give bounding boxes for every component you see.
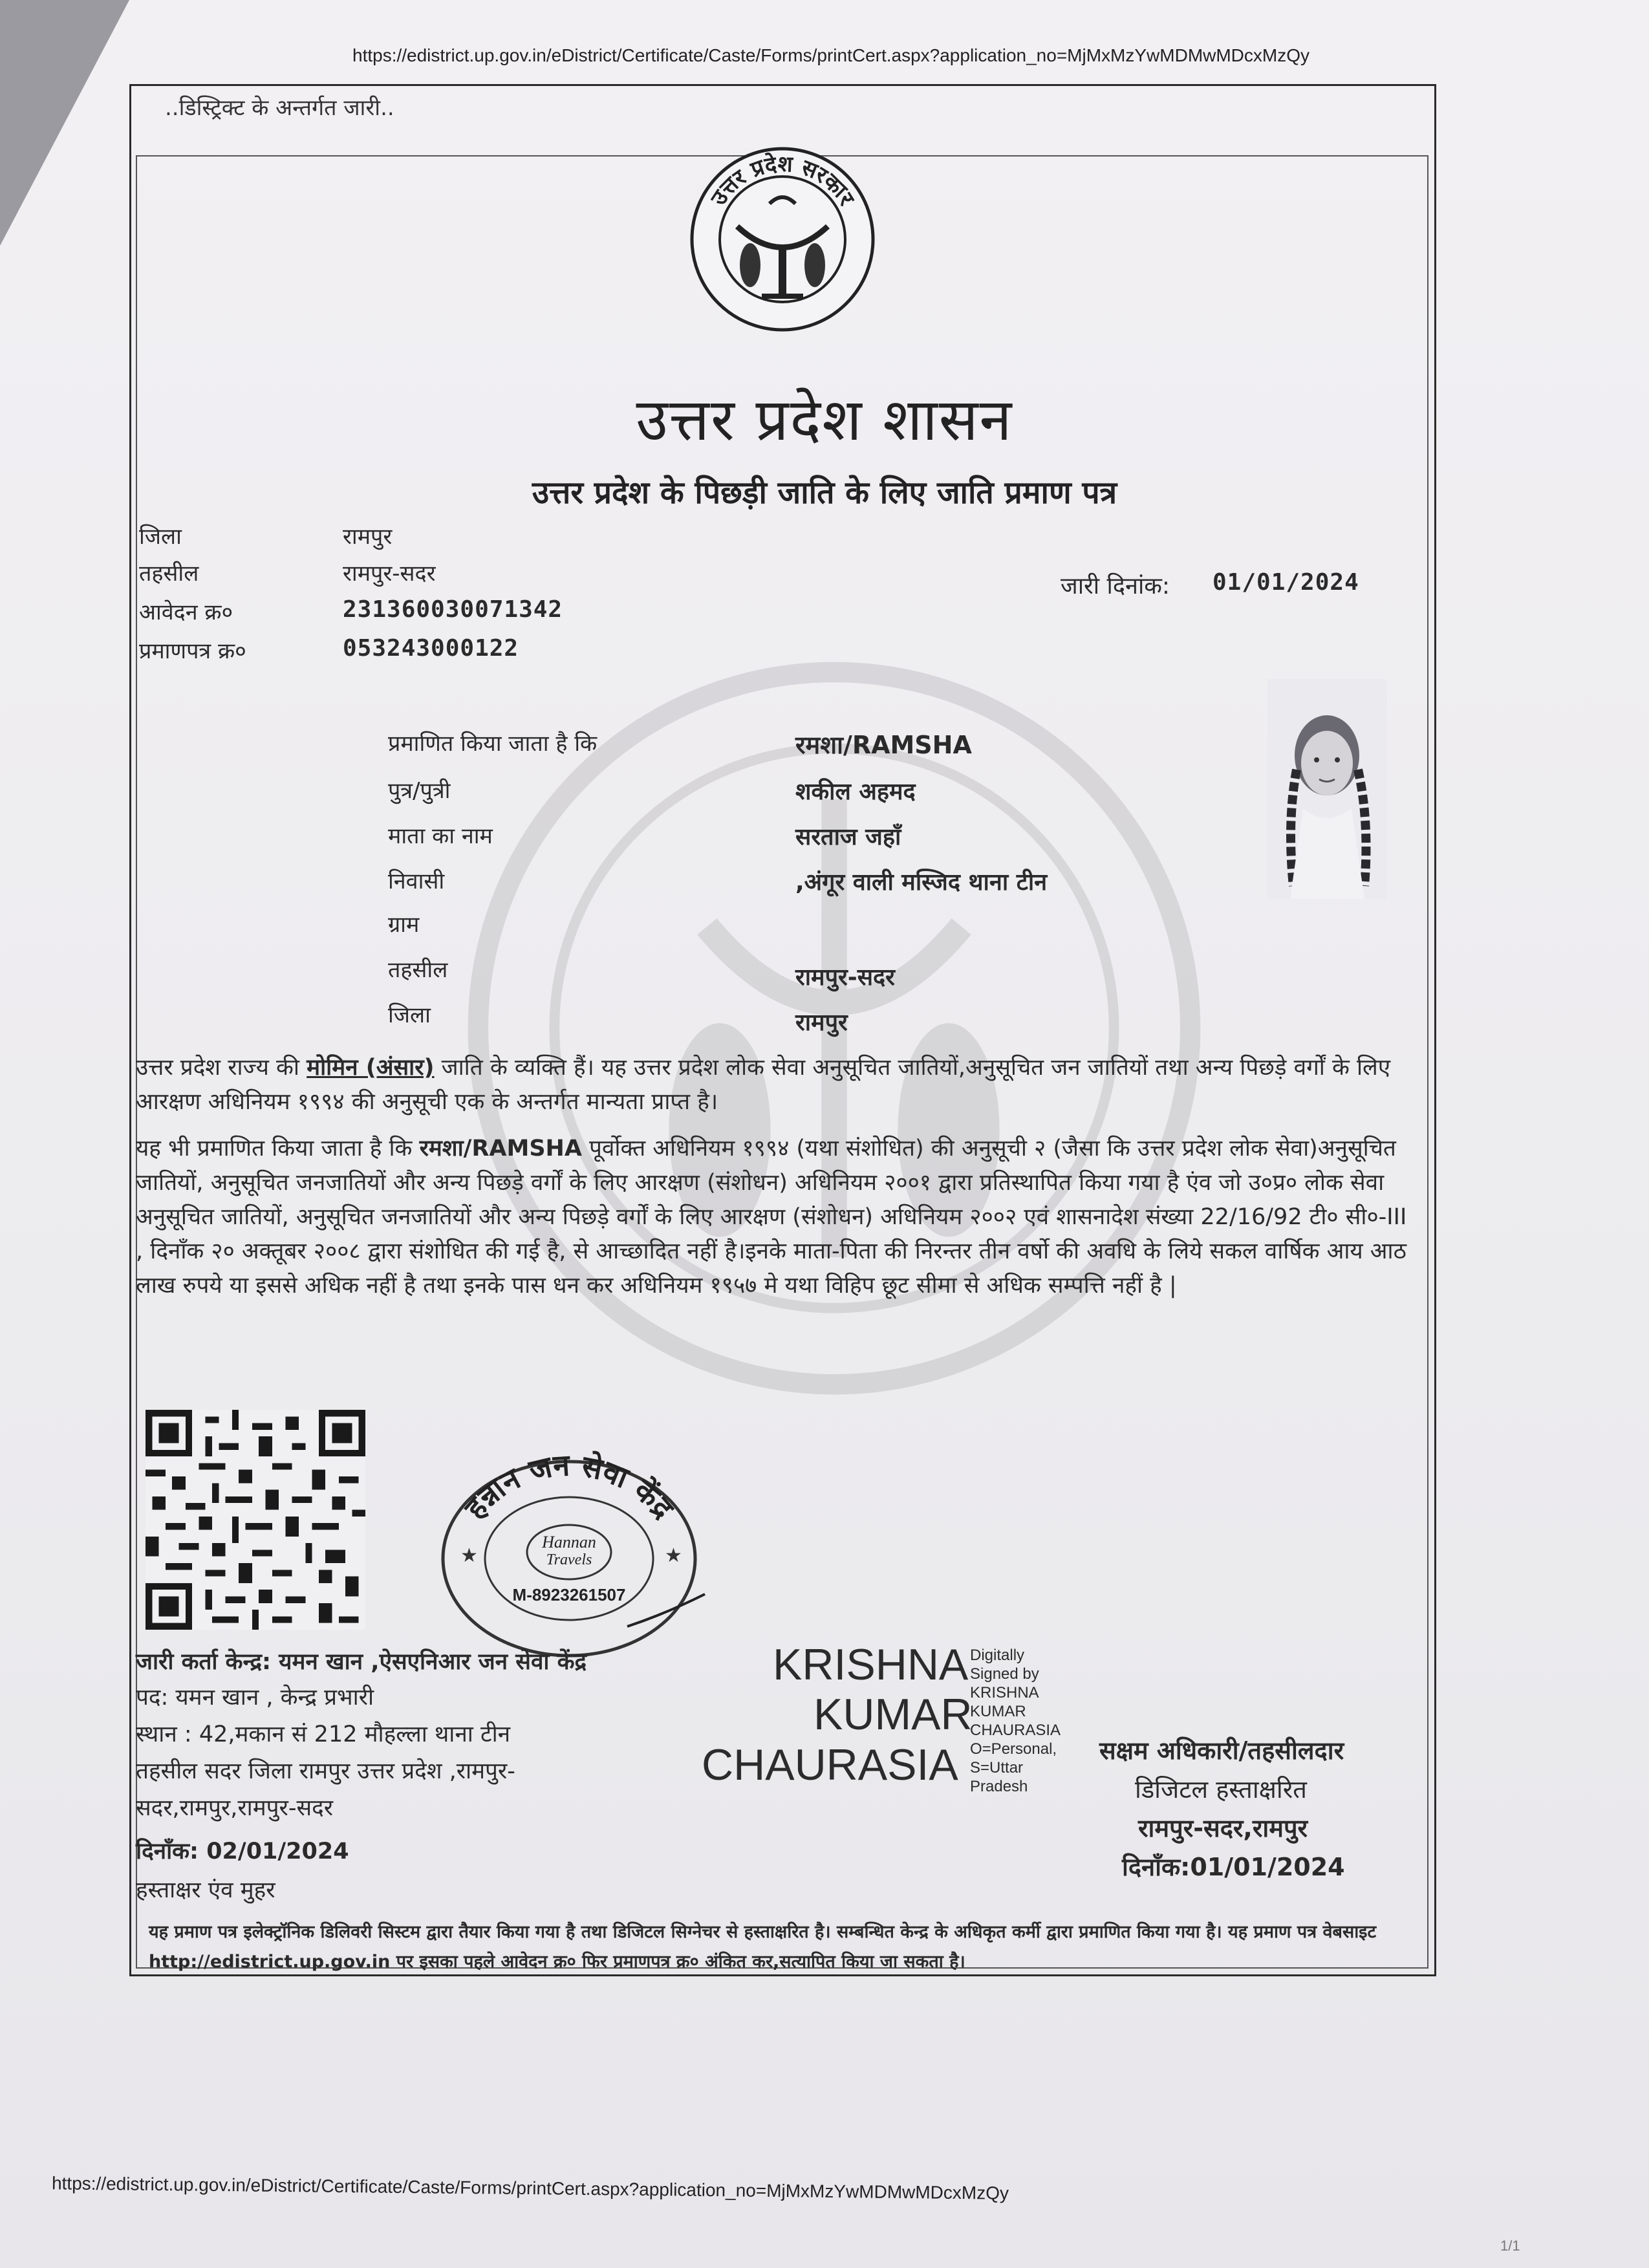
tehsil-value: रामपुर-सदर — [343, 561, 436, 587]
signature-and-seal-label: हस्ताक्षर एंव मुहर — [136, 1877, 275, 1903]
print-url-top: https://edistrict.up.gov.in/eDistrict/Certificate/Caste/Forms/printCert.aspx?application_no=MjMxMzYwMDMwMDcxMzQy — [352, 45, 1310, 65]
authority-digitally-signed: डिजिटल हस्ताक्षरित — [1135, 1775, 1307, 1804]
page-number: 1/1 — [1500, 2238, 1520, 2254]
person-tehsil-value: रामपुर-सदर — [795, 964, 895, 991]
qr-code — [146, 1410, 365, 1630]
authority-designation: सक्षम अधिकारी/तहसीलदार — [1099, 1736, 1344, 1765]
svg-text:उत्तर प्रदेश सरकार: उत्तर प्रदेश सरकार — [706, 151, 859, 210]
village-label: ग्राम — [388, 912, 420, 938]
para2-lead: यह भी प्रमाणित किया जाता है कि — [136, 1136, 420, 1161]
applicant-photo — [1267, 679, 1387, 899]
signer-name-line2: KUMAR — [814, 1690, 973, 1739]
creamy-layer-paragraph — [136, 1132, 1416, 1303]
application-number-label: आवेदन क्र० — [139, 599, 233, 625]
svg-text:M-8923261507: M-8923261507 — [512, 1585, 626, 1604]
svg-text:★: ★ — [460, 1544, 478, 1567]
digital-signature-details: Digitally Signed by KRISHNA KUMAR CHAURASIA O=Personal, S=Uttar Pradesh — [970, 1647, 1061, 1795]
authority-location: रामपुर-सदर,रामपुर — [1138, 1814, 1308, 1842]
certificate-number-value: 053243000122 — [343, 635, 519, 662]
para2-rest: पूर्वोक्त अधिनियम १९९४ (यथा संशोधित) की अनुसूची २ (जैसा कि उत्तर प्रदेश लोक सेवा)अनुसूचित जातियों, अनुसूचित जनजातियों और अन्य पिछड़े वर्गों के लिए आरक्षण (संशोधन) अधिनियम २००१ द्वारा प्रतिस्थापित किया गया है एंव जो उ०प्र० लोक सेवा अनुसूचित जातियों, अनुसूचित जनजातियों और अन्य पिछड़े वर्गों के लिए आरक्षण (संशोधन) अधिनियम २००२ एवं शासनादेश संख्या 22/16/92 टी० सी०-III , दिनाँक २० अक्तूबर २००८ द्वारा संशोधित की गई है, से आच्छादित नहीं है।इनके माता-पिता की निरन्तर तीन वर्षो की अवधि के लिये सकल वार्षिक आय आठ लाख रुपये या इससे अधिक नहीं है तथा इनके पास धन कर अधिनियम १९५७ मे यथा विहिप छूट सीमा से अधिक सम्पत्ति नहीं है | — [136, 1136, 1407, 1299]
issued-under-note: ..डिस्ट्रिक्ट के अन्तर्गत जारी.. — [165, 95, 394, 121]
mother-name: सरताज जहाँ — [795, 824, 901, 850]
person-district-label: जिला — [388, 1002, 431, 1028]
svg-text:Travels: Travels — [546, 1551, 592, 1568]
caste-statement-paragraph — [136, 1051, 1416, 1119]
person-district-value: रामपुर — [795, 1010, 848, 1036]
issue-date-value: 01/01/2024 — [1212, 569, 1359, 596]
certificate-number-label: प्रमाणपत्र क्र० — [139, 638, 246, 664]
tehsil-label: तहसील — [139, 561, 199, 587]
para1-lead: उत्तर प्रदेश राज्य की — [136, 1055, 307, 1081]
applicant-name: रमशा/RAMSHA — [795, 731, 972, 759]
scan-folded-corner — [0, 0, 129, 246]
person-tehsil-label: तहसील — [388, 957, 448, 983]
para2-applicant-name: रमशा/RAMSHA — [419, 1136, 582, 1161]
svg-text:Hannan: Hannan — [542, 1533, 596, 1551]
authority-date: दिनाँक:01/01/2024 — [1122, 1853, 1345, 1881]
issuer-post: पद: यमन खान , केन्द्र प्रभारी — [136, 1685, 374, 1711]
certified-label: प्रमाणित किया जाता है कि — [388, 731, 598, 757]
svg-text:★: ★ — [665, 1544, 682, 1567]
district-value: रामपुर — [343, 524, 393, 550]
caste-name: मोमिन (अंसार) — [307, 1055, 435, 1081]
resident-label: निवासी — [388, 869, 445, 894]
issuer-date: दिनाँक: 02/01/2024 — [136, 1839, 349, 1864]
issuing-centre: जारी कर्ता केन्द्र: यमन खान ,ऐसएनिआर जन सेवा केंद्र — [136, 1649, 587, 1675]
father-name: शकील अहमद — [795, 779, 916, 805]
signer-name-line1: KRISHNA — [773, 1640, 969, 1689]
electronic-delivery-disclaimer: यह प्रमाण पत्र इलेक्ट्रॉनिक डिलिवरी सिस्टम द्वारा तैयार किया गया है तथा डिजिटल सिग्नेचर से हस्ताक्षरित है। सम्बन्धित केन्द्र के अधिकृत कर्मी द्वारा प्रमाणित किया गया है। यह प्रमाण पत्र वेबसाइट http://edistrict.up.gov.in पर इसका पहले आवेदन क्र० फिर प्रमाणपत्र क्र० अंकित कर,सत्यापित किया जा सकता है। — [149, 1922, 1377, 1972]
service-centre-stamp — [414, 1420, 724, 1659]
document-subtitle: उत्तर प्रदेश के पिछड़ी जाति के लिए जाति प्रमाण पत्र — [532, 475, 1117, 511]
resident-value: ,अंगूर वाली मस्जिद थाना टीन — [795, 869, 1048, 896]
signer-name-line3: CHAURASIA — [702, 1740, 958, 1789]
district-label: जिला — [139, 524, 182, 550]
print-url-bottom: https://edistrict.up.gov.in/eDistrict/Certificate/Caste/Forms/printCert.aspx?application_no=MjMxMzYwMDMwMDcxMzQy — [51, 2173, 1009, 2203]
issuer-place-line2: तहसील सदर जिला रामपुर उत्तर प्रदेश ,रामपुर- — [136, 1758, 515, 1784]
document-title: उत्तर प्रदेश शासन — [636, 386, 1013, 454]
issue-date-label: जारी दिनांक: — [1061, 573, 1170, 599]
issuer-place-line3: सदर,रामपुर,रामपुर-सदर — [136, 1795, 334, 1821]
application-number-value: 231360030071342 — [343, 596, 563, 623]
child-of-label: पुत्र/पुत्री — [388, 778, 451, 804]
issuer-place-line1: स्थान : 42,मकान सं 212 मौहल्ला थाना टीन — [136, 1722, 511, 1747]
mother-label: माता का नाम — [388, 823, 493, 849]
para1-rest: जाति के व्यक्ति हैं। यह उत्तर प्रदेश लोक सेवा अनुसूचित जातियों,अनुसूचित जन जातियों तथा अन्य पिछड़े वर्गों के लिए आरक्षण अधिनियम १९९४ की अनुसूची एक के अन्तर्गत मान्यता प्राप्त है। — [136, 1055, 1391, 1115]
up-government-emblem-icon — [685, 142, 879, 336]
svg-text:हन्नान जन सेवा केंद्र: हन्नान जन सेवा केंद्र — [457, 1447, 681, 1526]
